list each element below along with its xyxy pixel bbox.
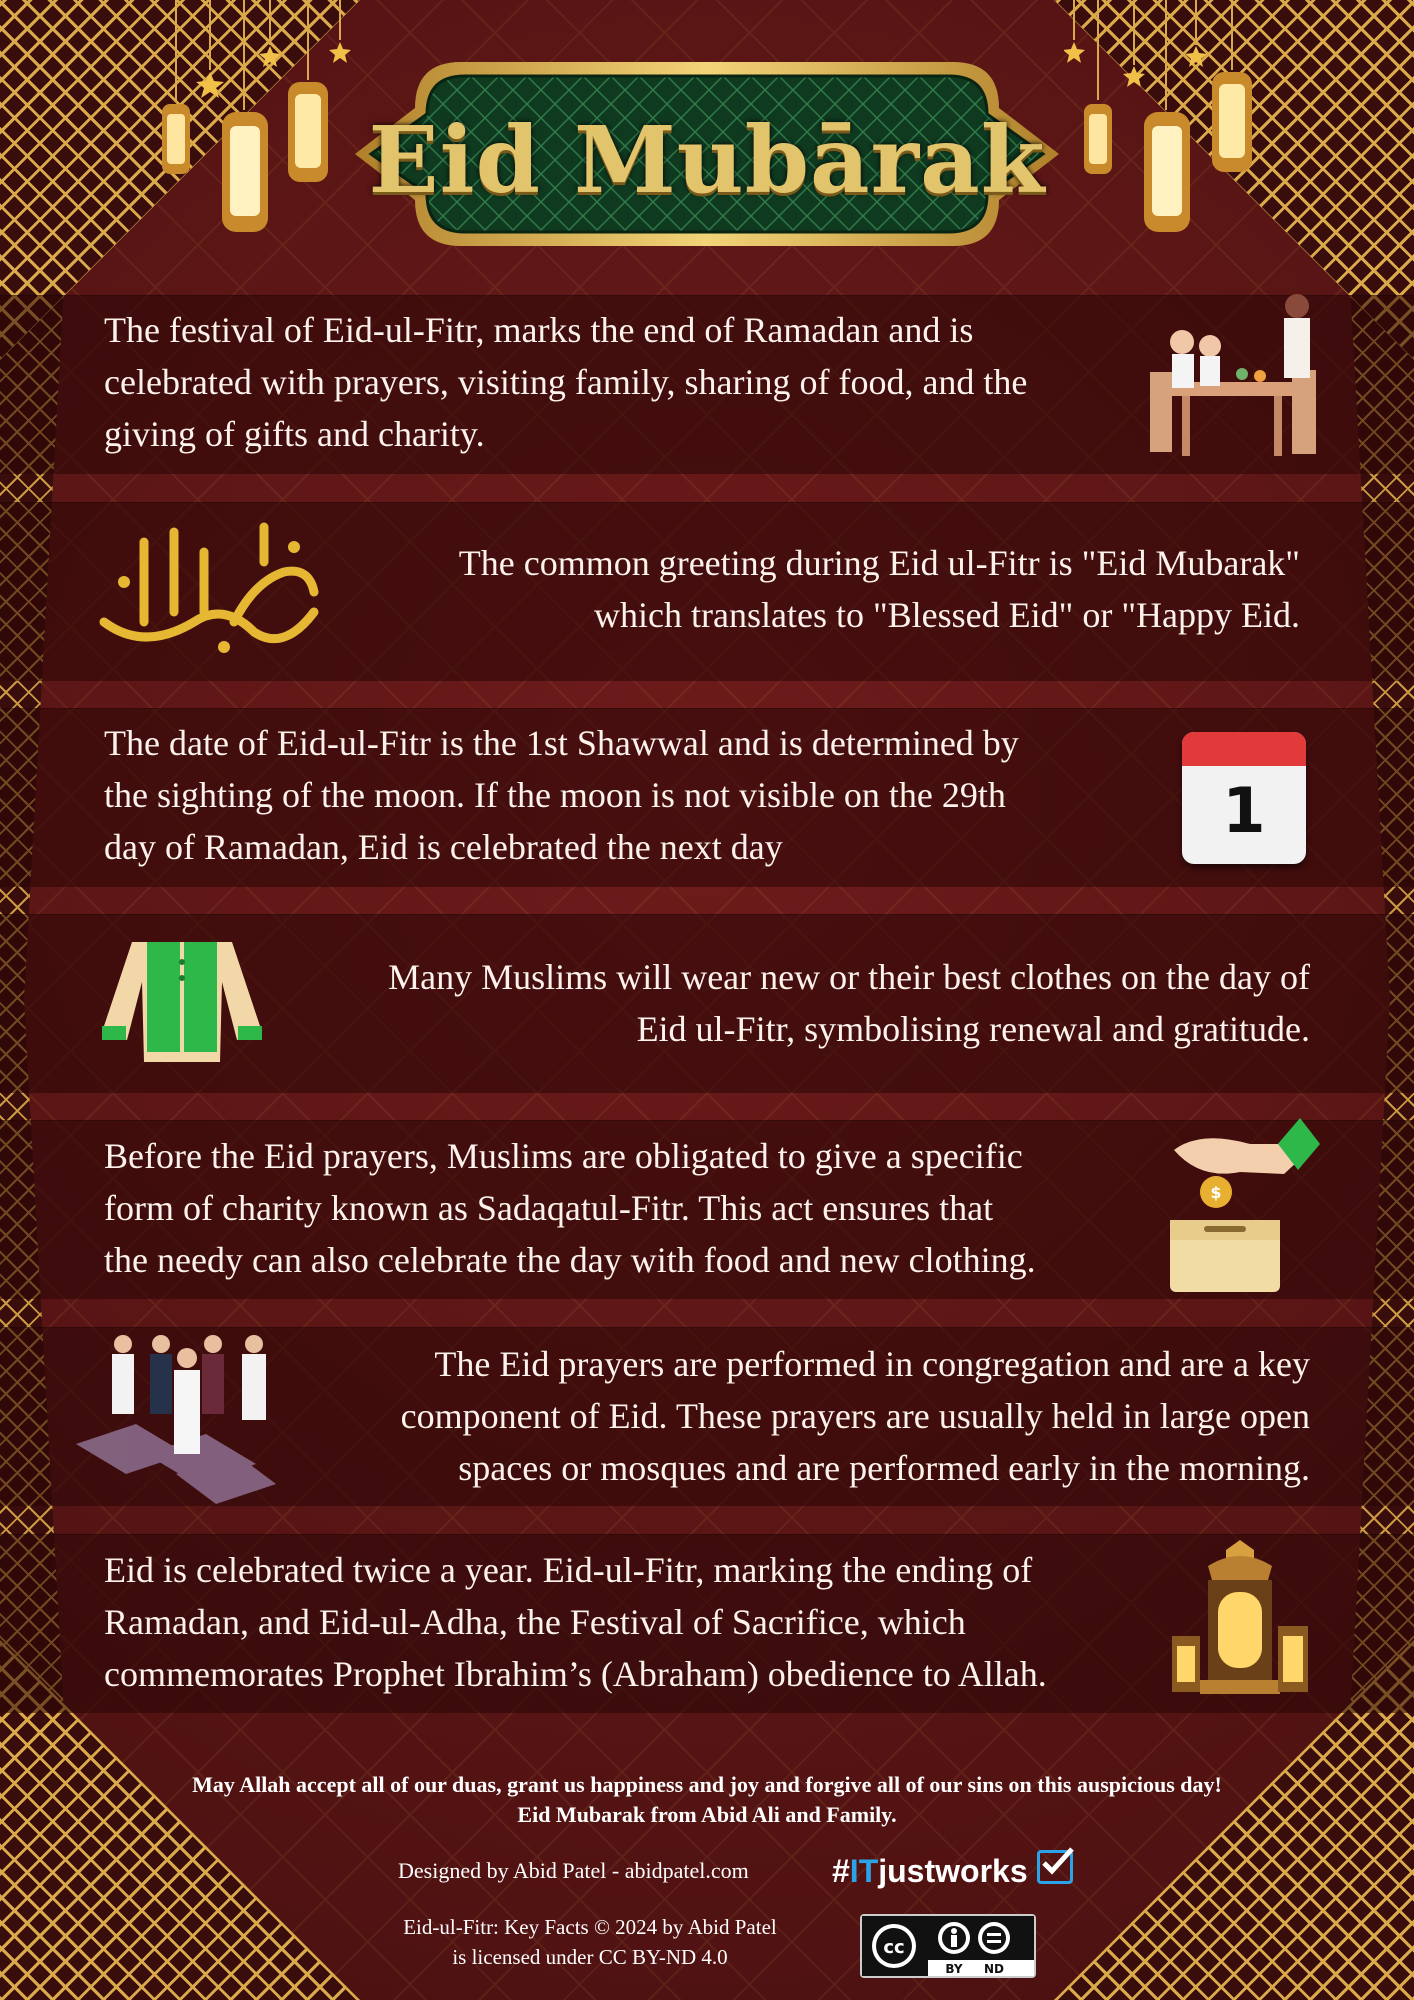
cc-by-label: BY: [945, 1962, 963, 1976]
lantern-icon: [1164, 1540, 1314, 1710]
fact-4-text: [290, 951, 1310, 1055]
fact-7-text: [104, 1544, 1164, 1700]
fact-1-line-2: celebrated with prayers, visiting family, sharing of food, and the: [104, 362, 1028, 402]
fact-6-line-3: spaces or mosques and are performed early in the morning.: [458, 1448, 1310, 1488]
fact-4-line-2: Eid ul-Fitr, symbolising renewal and gratitude.: [636, 1009, 1310, 1049]
hashtag-logo: [832, 1850, 1073, 1890]
fact-1-line-3: giving of gifts and charity.: [104, 414, 485, 454]
fact-6-line-2: component of Eid. These prayers are usually held in large open: [400, 1396, 1310, 1436]
hashtag-it: IT: [849, 1853, 879, 1889]
calendar-header: [1182, 732, 1306, 766]
license-line-2: is licensed under CC BY-ND 4.0: [452, 1945, 728, 1969]
fact-5-line-3: the needy can also celebrate the day with food and new clothing.: [104, 1240, 1036, 1280]
license-line-1: Eid-ul-Fitr: Key Facts © 2024 by Abid Patel: [403, 1915, 777, 1939]
coin-symbol: $: [1210, 1183, 1222, 1202]
hanging-lanterns-right-icon: [1064, 0, 1274, 270]
designed-by-credit: Designed by Abid Patel - abidpatel.com: [398, 1858, 749, 1883]
charity-box-icon: [1160, 1110, 1320, 1300]
checkmark-icon: [1037, 1850, 1073, 1884]
prayer-congregation-icon: [76, 1324, 286, 1510]
fact-5-line-1: Before the Eid prayers, Muslims are obligated to give a specific: [104, 1136, 1023, 1176]
closing-message: [100, 1770, 1314, 1830]
fact-6-text: [290, 1338, 1310, 1494]
fact-5-text: [104, 1130, 1164, 1286]
fact-2-line-2: which translates to "Blessed Eid" or "Happy Eid.: [594, 595, 1300, 635]
license-text: [360, 1912, 820, 1972]
closing-line-1: May Allah accept all of our duas, grant us happiness and joy and forgive all of our sins on this auspicious day!: [192, 1772, 1222, 1797]
fact-3-line-3: day of Ramadan, Eid is celebrated the next day: [104, 827, 783, 867]
fact-1-line-1: The festival of Eid-ul-Fitr, marks the end of Ramadan and is: [104, 310, 974, 350]
cc-label: cc: [883, 1937, 905, 1958]
page-title: Eid Mubārak: [368, 106, 1046, 214]
hanging-lanterns-left-icon: [150, 0, 360, 270]
fact-4-line-1: Many Muslims will wear new or their best clothes on the day of: [388, 957, 1310, 997]
clothing-icon: [92, 922, 272, 1072]
cc-nd-label: ND: [983, 1962, 1005, 1976]
family-dinner-icon: [1142, 292, 1332, 472]
calendar-number: 1: [1222, 774, 1266, 847]
fact-3-line-1: The date of Eid-ul-Fitr is the 1st Shawwal and is determined by: [104, 723, 1019, 763]
fact-3-line-2: the sighting of the moon. If the moon is not visible on the 29th: [104, 775, 1006, 815]
closing-line-2: Eid Mubarak from Abid Ali and Family.: [517, 1802, 897, 1827]
fact-1-text: [104, 304, 1144, 460]
fact-2-line-1: The common greeting during Eid ul-Fitr is "Eid Mubarak": [458, 543, 1300, 583]
fact-2-text: [330, 537, 1300, 641]
title-banner: [345, 48, 1069, 260]
fact-3-text: [104, 717, 1144, 873]
hashtag-rest: justworks: [878, 1853, 1028, 1889]
fact-7-line-1: Eid is celebrated twice a year. Eid-ul-Fitr, marking the ending of: [104, 1550, 1033, 1590]
fact-7-line-2: Ramadan, and Eid-ul-Adha, the Festival of Sacrifice, which: [104, 1602, 966, 1642]
fact-5-line-2: form of charity known as Sadaqatul-Fitr. This act ensures that: [104, 1188, 994, 1228]
cc-by-nd-badge[interactable]: [860, 1914, 1036, 1978]
fact-6-line-1: The Eid prayers are performed in congregation and are a key: [434, 1344, 1310, 1384]
arabic-calligraphy-icon: [84, 512, 330, 662]
cc-badge-graphic: [862, 1916, 1034, 1976]
fact-7-line-3: commemorates Prophet Ibrahim’s (Abraham) obedience to Allah.: [104, 1654, 1047, 1694]
calendar-icon: [1182, 732, 1306, 864]
hashtag-prefix: #: [832, 1853, 850, 1889]
